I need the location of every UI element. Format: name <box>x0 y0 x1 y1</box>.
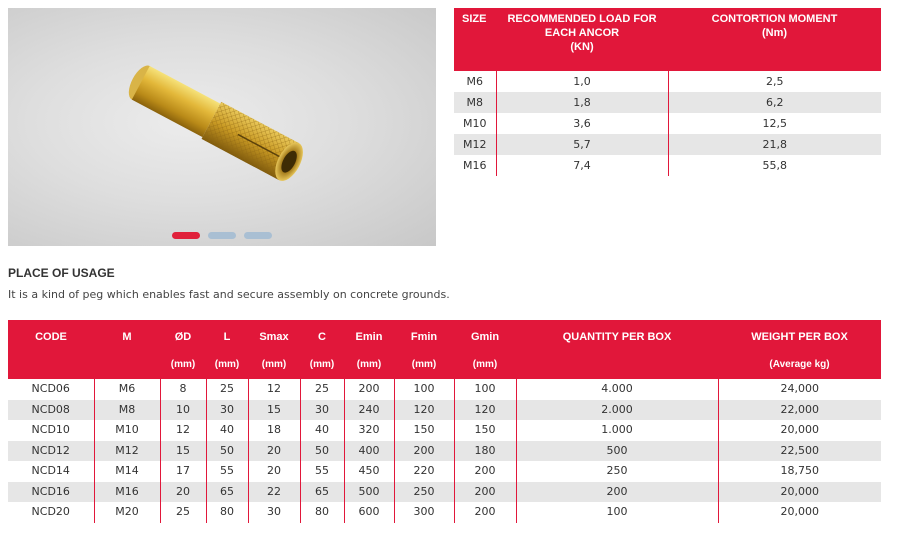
product-cell: 25 <box>206 379 248 400</box>
product-cell: 200 <box>394 441 454 462</box>
product-cell: 20,000 <box>718 420 881 441</box>
load-table-row <box>454 113 881 134</box>
slider-dot-1[interactable] <box>172 232 200 239</box>
header-unit: (Average kg) <box>718 351 881 379</box>
product-cell: 20,000 <box>718 502 881 523</box>
load-cell-moment: 21,8 <box>668 134 881 155</box>
product-cell: 80 <box>206 502 248 523</box>
header-fmin: Fmin <box>394 320 454 351</box>
load-cell-load: 3,6 <box>496 113 668 134</box>
product-cell: 500 <box>516 441 718 462</box>
product-cell: 17 <box>160 461 206 482</box>
product-cell: 8 <box>160 379 206 400</box>
product-table-row <box>8 400 881 421</box>
product-table-row <box>8 482 881 503</box>
product-cell: 240 <box>344 400 394 421</box>
product-cell: 50 <box>206 441 248 462</box>
place-of-usage-title: PLACE OF USAGE <box>8 266 115 280</box>
product-cell: 220 <box>394 461 454 482</box>
load-table-row <box>454 92 881 113</box>
product-cell: 200 <box>344 379 394 400</box>
product-cell: 100 <box>394 379 454 400</box>
load-cell-size: M16 <box>454 155 496 176</box>
header-emin: Emin <box>344 320 394 351</box>
product-cell: 30 <box>206 400 248 421</box>
header-size: SIZE <box>454 8 496 71</box>
product-table-row <box>8 379 881 400</box>
load-cell-load: 5,7 <box>496 134 668 155</box>
product-cell: 25 <box>300 379 344 400</box>
product-cell: 65 <box>206 482 248 503</box>
product-cell: 20 <box>248 441 300 462</box>
product-cell: 20 <box>160 482 206 503</box>
load-table-row <box>454 134 881 155</box>
load-cell-moment: 6,2 <box>668 92 881 113</box>
load-table-row <box>454 71 881 92</box>
product-cell: 150 <box>394 420 454 441</box>
header-contortion-moment: CONTORTION MOMENT (Nm) <box>668 8 881 71</box>
header-code: CODE <box>8 320 94 351</box>
header-unit <box>8 351 94 379</box>
slider-dot-3[interactable] <box>244 232 272 239</box>
product-cell: 120 <box>454 400 516 421</box>
product-cell: 100 <box>516 502 718 523</box>
product-cell: 300 <box>394 502 454 523</box>
product-cell: NCD10 <box>8 420 94 441</box>
product-cell: M12 <box>94 441 160 462</box>
product-cell: 20,000 <box>718 482 881 503</box>
product-cell: 4.000 <box>516 379 718 400</box>
product-table-row <box>8 461 881 482</box>
product-cell: 55 <box>206 461 248 482</box>
product-cell: 20 <box>248 461 300 482</box>
product-cell: 18,750 <box>718 461 881 482</box>
product-cell: M20 <box>94 502 160 523</box>
product-cell: M8 <box>94 400 160 421</box>
product-spec-table <box>8 320 881 523</box>
header-unit: (mm) <box>344 351 394 379</box>
product-cell: M10 <box>94 420 160 441</box>
product-cell: 320 <box>344 420 394 441</box>
header-diameter: ØD <box>160 320 206 351</box>
product-cell: NCD12 <box>8 441 94 462</box>
product-cell: NCD16 <box>8 482 94 503</box>
product-cell: 200 <box>454 482 516 503</box>
product-cell: NCD14 <box>8 461 94 482</box>
product-cell: 22,500 <box>718 441 881 462</box>
header-gmin: Gmin <box>454 320 516 351</box>
product-cell: 500 <box>344 482 394 503</box>
product-cell: M14 <box>94 461 160 482</box>
product-cell: M16 <box>94 482 160 503</box>
product-cell: NCD06 <box>8 379 94 400</box>
header-unit: (mm) <box>394 351 454 379</box>
product-cell: 80 <box>300 502 344 523</box>
header-recommended-load: RECOMMENDED LOAD FOR EACH ANCOR (KN) <box>496 8 668 71</box>
header-unit <box>516 351 718 379</box>
product-cell: 600 <box>344 502 394 523</box>
product-cell: NCD08 <box>8 400 94 421</box>
product-cell: 450 <box>344 461 394 482</box>
product-cell: 30 <box>300 400 344 421</box>
place-of-usage-text: It is a kind of peg which enables fast and secure assembly on concrete grounds. <box>8 288 450 301</box>
load-table-row <box>454 155 881 176</box>
slider-dot-2[interactable] <box>208 232 236 239</box>
product-table-row <box>8 441 881 462</box>
header-unit: (mm) <box>248 351 300 379</box>
product-cell: 55 <box>300 461 344 482</box>
header-c: C <box>300 320 344 351</box>
load-cell-size: M8 <box>454 92 496 113</box>
header-l: L <box>206 320 248 351</box>
brass-anchor-image <box>8 8 436 246</box>
product-cell: 400 <box>344 441 394 462</box>
product-cell: 200 <box>516 482 718 503</box>
product-cell: 250 <box>516 461 718 482</box>
load-cell-moment: 2,5 <box>668 71 881 92</box>
header-m: M <box>94 320 160 351</box>
product-cell: 40 <box>300 420 344 441</box>
product-table-row <box>8 420 881 441</box>
header-unit: (mm) <box>300 351 344 379</box>
product-cell: 24,000 <box>718 379 881 400</box>
product-cell: 2.000 <box>516 400 718 421</box>
product-cell: 1.000 <box>516 420 718 441</box>
load-cell-size: M12 <box>454 134 496 155</box>
header-unit: (mm) <box>206 351 248 379</box>
product-cell: 12 <box>248 379 300 400</box>
header-weight-per-box: WEIGHT PER BOX <box>718 320 881 351</box>
load-cell-size: M10 <box>454 113 496 134</box>
product-cell: 150 <box>454 420 516 441</box>
product-cell: 200 <box>454 502 516 523</box>
product-cell: 40 <box>206 420 248 441</box>
product-cell: 22 <box>248 482 300 503</box>
load-cell-size: M6 <box>454 71 496 92</box>
load-cell-load: 7,4 <box>496 155 668 176</box>
product-cell: 120 <box>394 400 454 421</box>
product-cell: 15 <box>160 441 206 462</box>
product-table-row <box>8 502 881 523</box>
product-cell: 100 <box>454 379 516 400</box>
product-cell: 25 <box>160 502 206 523</box>
product-cell: NCD20 <box>8 502 94 523</box>
recommended-load-table <box>454 8 881 176</box>
product-cell: 180 <box>454 441 516 462</box>
load-cell-load: 1,8 <box>496 92 668 113</box>
product-cell: 50 <box>300 441 344 462</box>
product-cell: 15 <box>248 400 300 421</box>
header-unit <box>94 351 160 379</box>
load-cell-moment: 12,5 <box>668 113 881 134</box>
product-cell: M6 <box>94 379 160 400</box>
product-cell: 12 <box>160 420 206 441</box>
load-cell-moment: 55,8 <box>668 155 881 176</box>
product-cell: 250 <box>394 482 454 503</box>
product-cell: 65 <box>300 482 344 503</box>
product-image-slider[interactable] <box>8 8 436 246</box>
header-smax: Smax <box>248 320 300 351</box>
product-cell: 22,000 <box>718 400 881 421</box>
load-cell-load: 1,0 <box>496 71 668 92</box>
header-quantity-per-box: QUANTITY PER BOX <box>516 320 718 351</box>
product-cell: 200 <box>454 461 516 482</box>
header-unit: (mm) <box>454 351 516 379</box>
product-cell: 10 <box>160 400 206 421</box>
product-cell: 18 <box>248 420 300 441</box>
header-unit: (mm) <box>160 351 206 379</box>
product-cell: 30 <box>248 502 300 523</box>
slider-dots <box>172 232 272 239</box>
